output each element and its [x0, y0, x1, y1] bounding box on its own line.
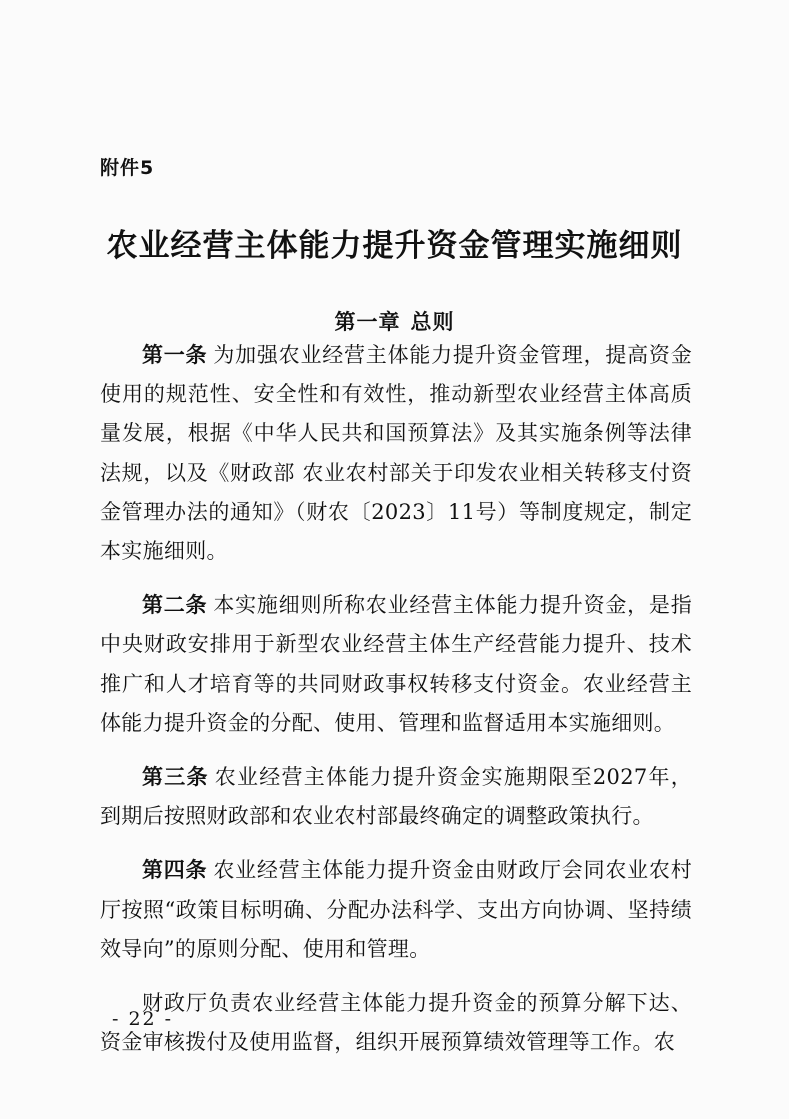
page-number: - 22 -: [112, 1008, 174, 1030]
article-label: 第一条: [142, 343, 208, 367]
paragraph: [100, 586, 692, 743]
article-label: 第三条: [142, 765, 209, 790]
paragraph: [100, 758, 692, 836]
chapter-name: 总则: [410, 310, 455, 334]
chapter-heading: [0, 306, 789, 336]
body-text: [100, 336, 692, 1062]
paragraph: [100, 984, 692, 1062]
article-label: 第二条: [142, 593, 208, 618]
chapter-number: 第一章: [334, 310, 401, 334]
paragraph-text: 财政厅负责农业经营主体能力提升资金的预算分解下达、资金审核拨付及使用监督，组织开展预算绩效管理等工作。农: [100, 991, 692, 1055]
paragraph-text: 农业经营主体能力提升资金由财政厅会同农业农村厅按照“政策目标明确、分配办法科学、支出方向协调、坚持绩效导向”的原则分配、使用和管理。: [100, 858, 692, 961]
attachment-label: 附件5: [100, 157, 155, 179]
paragraph: [100, 336, 692, 571]
paragraph-text: 为加强农业经营主体能力提升资金管理，提高资金使用的规范性、安全性和有效性，推动新型农业经营主体高质量发展，根据《中华人民共和国预算法》及其实施条例等法律法规，以及《财政部 农业农村部关于印发农业相关转移支付资金管理办法的通知》（财农〔2023〕11号）等制度规定，制定本实施细则。: [100, 343, 692, 564]
paragraph-text: 农业经营主体能力提升资金实施期限至2027年，到期后按照财政部和农业农村部最终确定的调整政策执行。: [100, 765, 692, 829]
paragraph-text: 本实施细则所称农业经营主体能力提升资金，是指中央财政安排用于新型农业经营主体生产经营能力提升、技术推广和人才培育等的共同财政事权转移支付资金。农业经营主体能力提升资金的分配、使用、管理和监督适用本实施细则。: [100, 593, 692, 735]
paragraph: [100, 851, 692, 969]
document-title: 农业经营主体能力提升资金管理实施细则: [106, 228, 683, 264]
article-label: 第四条: [142, 858, 208, 883]
